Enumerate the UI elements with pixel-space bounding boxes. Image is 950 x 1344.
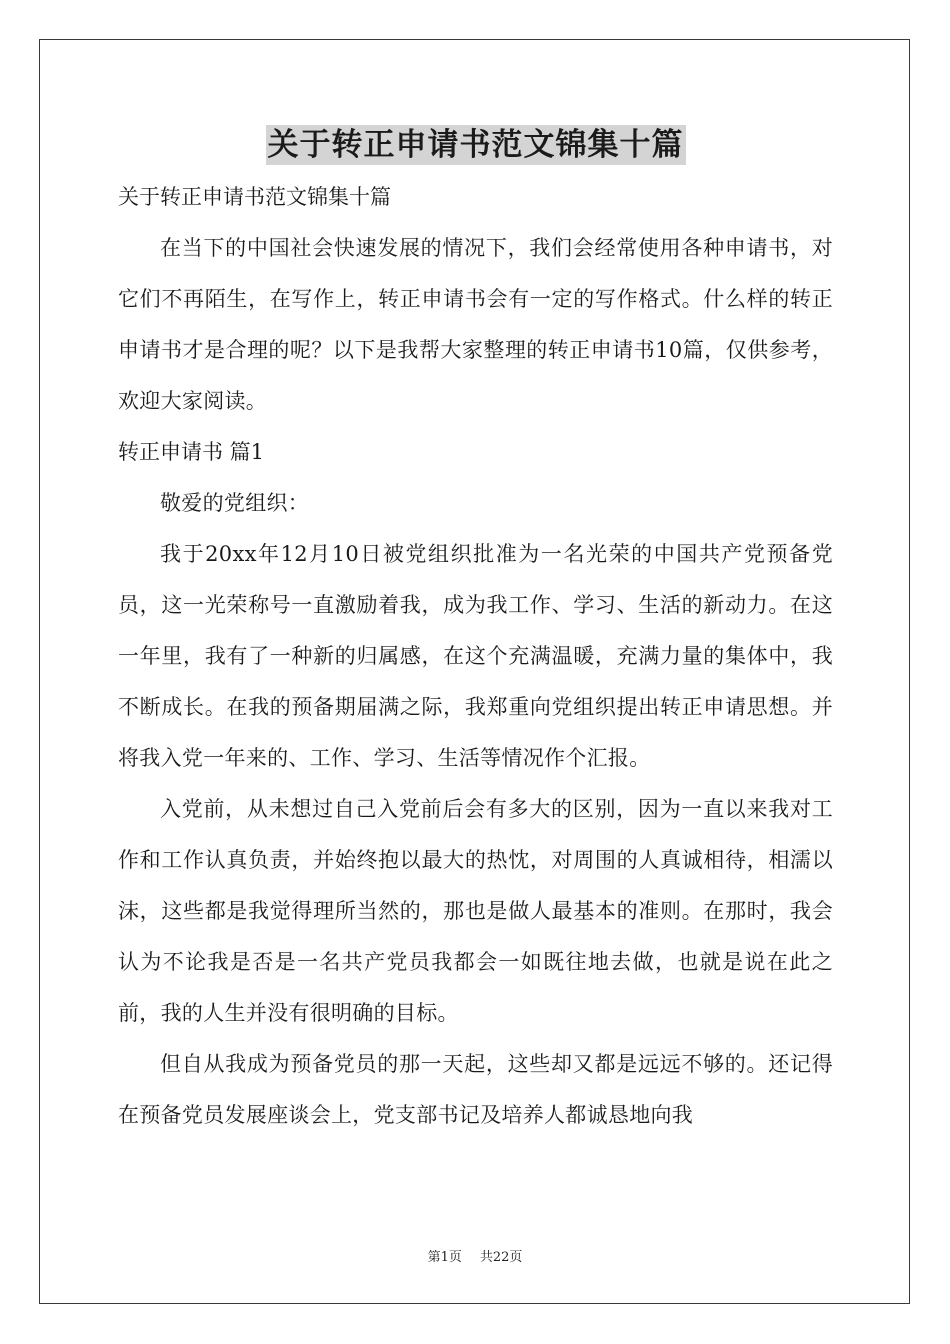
page-footer (0, 1246, 950, 1265)
document-title-text: 关于转正申请书范文锦集十篇 (267, 127, 684, 163)
document-body (118, 118, 833, 1141)
body-paragraph-3: 但自从我成为预备党员的那一天起，这些却又都是远远不够的。还记得在预备党员发展座谈会上，党支部书记及培养人都诚恳地向我 (118, 1052, 833, 1127)
subtitle-line: 关于转正申请书范文锦集十篇 (118, 185, 391, 209)
salutation: 敬爱的党组织： (160, 491, 310, 515)
page-number: 第1页 (427, 1250, 462, 1265)
intro-paragraph: 在当下的中国社会快速发展的情况下，我们会经常使用各种申请书，对它们不再陌生，在写作上，转正申请书会有一定的写作格式。什么样的转正申请书才是合理的呢？以下是我帮大家整理的转正申请书10篇，仅供参考，欢迎大家阅读。 (118, 236, 833, 413)
document-title (118, 118, 833, 172)
section-heading: 转正申请书 篇1 (118, 440, 265, 464)
body-paragraph-2: 入党前，从未想过自己入党前后会有多大的区别，因为一直以来我对工作和工作认真负责，并始终抱以最大的热忱，对周围的人真诚相待，相濡以沫，这些都是我觉得理所当然的，那也是做人最基本的准则。在那时，我会认为不论我是否是一名共产党员我都会一如既往地去做，也就是说在此之前，我的人生并没有很明确的目标。 (118, 797, 833, 1025)
page-total: 共22页 (479, 1250, 523, 1265)
body-paragraph-1: 我于20xx年12月10日被党组织批准为一名光荣的中国共产党预备党员，这一光荣称号一直激励着我，成为我工作、学习、生活的新动力。在这一年里，我有了一种新的归属感，在这个充满温暖，充满力量的集体中，我不断成长。在我的预备期届满之际，我郑重向党组织提出转正申请思想。并将我入党一年来的、工作、学习、生活等情况作个汇报。 (118, 542, 833, 770)
